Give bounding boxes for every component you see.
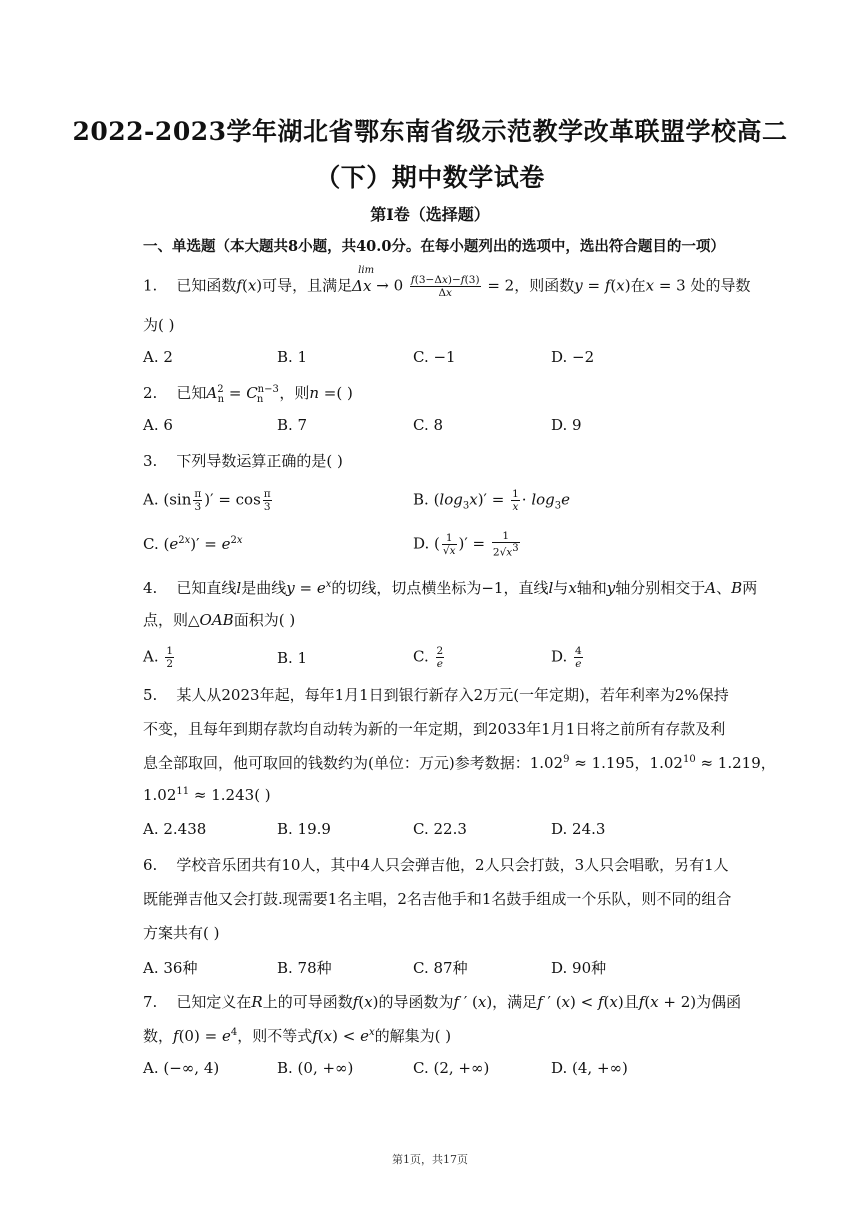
- q7-option-b: B. (0, +∞): [277, 1059, 354, 1077]
- question-7: 7. 已知定义在R上的可导函数f(x)的导函数为f ′ (x)，满足f ′ (x) < f(x)且f(x + 2)为偶函: [143, 993, 742, 1011]
- question-5: 5. 某人从2023年起，每年1月1日到银行新存入2万元(一年定期)，若年利率为2%保持: [143, 686, 729, 704]
- q1-option-c: C. −1: [413, 348, 456, 366]
- q2-option-b: B. 7: [277, 416, 308, 434]
- q7-option-a: A. (−∞, 4): [143, 1059, 220, 1077]
- question-2: 2. 已知$A^2_n = C^{n-3}_n$ ，则n =( ): [143, 384, 353, 405]
- question-5-line3: 息全部取回，他可取回的钱数约为(单位：万元)参考数据：$1.02^9 \approx 1.195$，$1.02^{10} \approx 1.219$，: [143, 754, 776, 772]
- q2-option-c: C. 8: [413, 416, 444, 434]
- q4-option-d: D. $\frac{4}{e}$: [551, 645, 582, 671]
- q5-option-d: D. 24.3: [551, 820, 606, 838]
- q1-option-a: A. 2: [143, 348, 173, 366]
- q1-option-d: D. −2: [551, 348, 595, 366]
- question-4-cont: 点，则△OAB面积为( ): [143, 611, 296, 629]
- question-1-cont: 为( ): [143, 316, 175, 334]
- page-title-line1: 2022-2023学年湖北省鄂东南省级示范教学改革联盟学校高二: [72, 117, 788, 146]
- question-number: 1.: [143, 276, 158, 295]
- q6-option-d: D. 90种: [551, 959, 607, 977]
- q6-option-b: B. 78种: [277, 959, 332, 977]
- question-1: 1. 已知函数f(x)可导，且满足Δx lim → 0 $\frac{f(3-\Delta x)-f(3)}{\Delta x}$ = 2，则函数y = f(x)在x = 3 处的导数: [143, 264, 751, 300]
- q4-option-b: B. 1: [277, 649, 308, 667]
- question-5-line4: $1.02^{11} \approx 1.243$( ): [143, 786, 271, 804]
- question-6-line2: 既能弹吉他又会打鼓.现需要1名主唱，2名吉他手和1名鼓手组成一个乐队，则不同的组合: [143, 890, 732, 908]
- q5-option-c: C. 22.3: [413, 820, 467, 838]
- question-6-line3: 方案共有( ): [143, 924, 220, 942]
- q7-option-c: C. (2, +∞): [413, 1059, 490, 1077]
- page-title-line2: （下）期中数学试卷: [315, 163, 545, 192]
- question-3: 3. 下列导数运算正确的是( ): [143, 452, 343, 470]
- question-7-cont: 数，$f(0) = e^4$，则不等式$f(x) < e^x$的解集为( ): [143, 1027, 452, 1045]
- volume-heading: 第I卷（选择题）: [370, 205, 490, 224]
- page-number: 第1页，共17页: [392, 1153, 468, 1166]
- q3-option-d: D. ( $\frac{1}{√x}$ )′ = $\frac{1}{2√x^3}$: [413, 530, 519, 559]
- section-heading: 一、单选题（本大题共8小题，共40.0分。在每小题列出的选项中，选出符合题目的一项）: [143, 238, 725, 255]
- q4-option-c: C. $\frac{2}{e}$: [413, 645, 444, 671]
- q6-option-a: A. 36种: [143, 959, 198, 977]
- q2-option-a: A. 6: [143, 416, 173, 434]
- q5-option-a: A. 2.438: [143, 820, 207, 838]
- q7-option-d: D. (4, +∞): [551, 1059, 628, 1077]
- q6-option-c: C. 87种: [413, 959, 468, 977]
- question-5-line2: 不变，且每年到期存款均自动转为新的一年定期，到2033年1月1日将之前所有存款及利: [143, 720, 726, 738]
- q5-option-b: B. 19.9: [277, 820, 331, 838]
- q1-option-b: B. 1: [277, 348, 308, 366]
- q3-option-a: A. (sin $\frac{\pi}{3}$ )′ = cos $\frac{\pi}{3}$: [143, 488, 271, 514]
- question-4: 4. 已知直线l是曲线$y = e^x$的切线，切点横坐标为−1，直线l与x轴和y轴分别相交于A、B两: [143, 579, 758, 597]
- q3-option-c: C. $(e^{2x})' = e^{2x}$: [143, 535, 243, 553]
- q4-option-a: A. $\frac{1}{2}$: [143, 645, 174, 671]
- question-6: 6. 学校音乐团共有10人，其中4人只会弹吉他，2人只会打鼓，3人只会唱歌，另有1人: [143, 856, 729, 874]
- q3-option-b: B. $(\log_3x)'$ = $\frac{1}{x}$ · $\log_3e$: [413, 488, 571, 514]
- q2-option-d: D. 9: [551, 416, 582, 434]
